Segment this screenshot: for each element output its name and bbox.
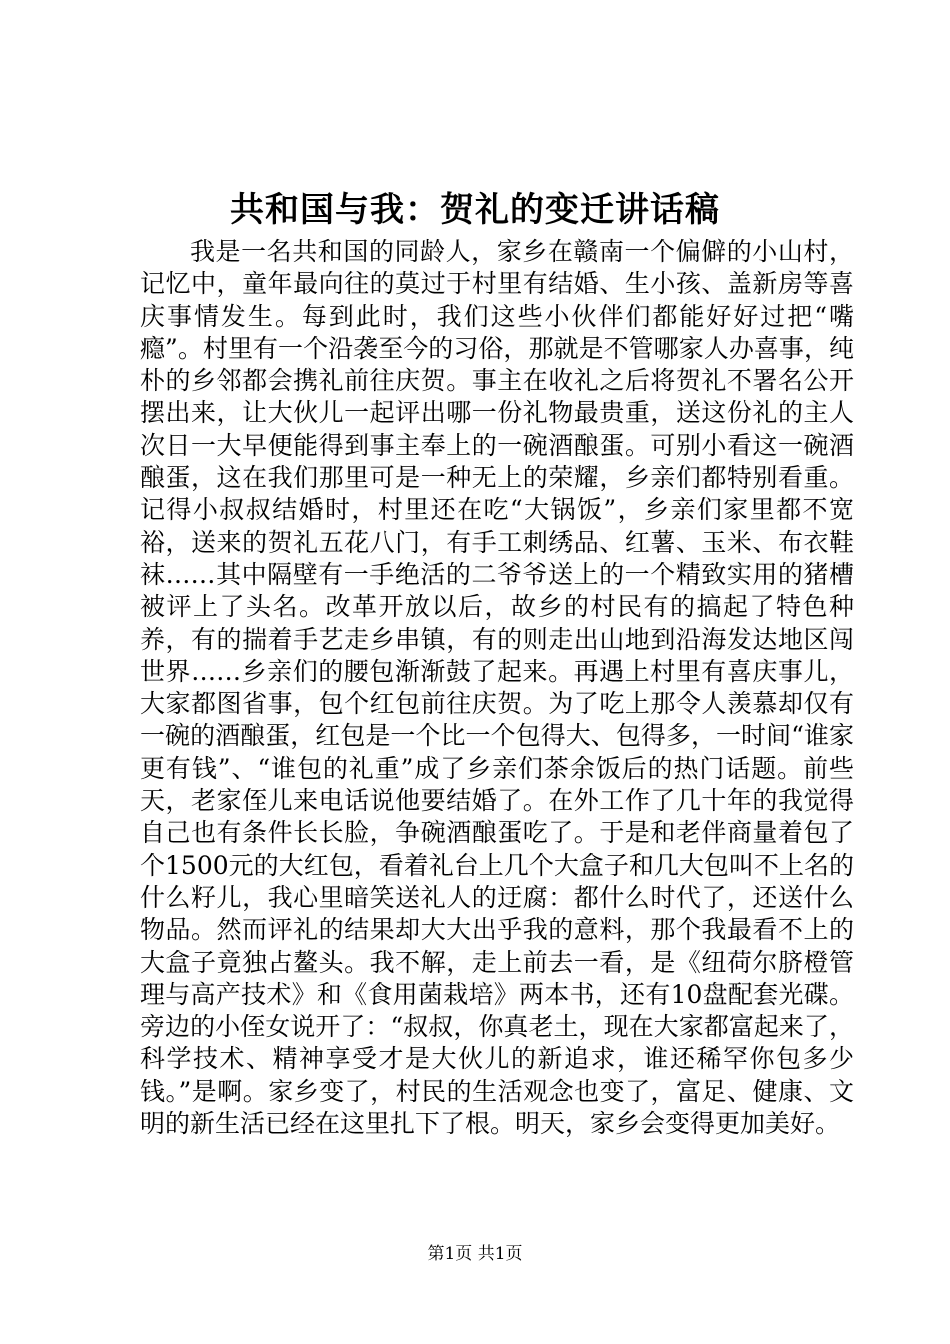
page-number-footer: 第1页 共1页 xyxy=(427,1244,523,1264)
document-title: 共和国与我：贺礼的变迁讲话稿 xyxy=(230,190,720,230)
body-paragraph: 我是一名共和国的同龄人，家乡在赣南一个偏僻的小山村，记忆中，童年最向往的莫过于村里有结婚、生小孩、盖新房等喜庆事情发生。每到此时，我们这些小伙伴们都能好好过把“嘴瘾”。村里有一个沿袭至今的习俗，那就是不管哪家人办喜事，纯朴的乡邻都会携礼前往庆贺。事主在收礼之后将贺礼不署名公开摆出来，让大伙儿一起评出哪一份礼物最贵重，送这份礼的主人次日一大早便能得到事主奉上的一碗酒酿蛋。可别小看这一碗酒酿蛋，这在我们那里可是一种无上的荣耀，乡亲们都特别看重。记得小叔叔结婚时，村里还在吃“大锅饭”，乡亲们家里都不宽裕，送来的贺礼五花八门，有手工刺绣品、红薯、玉米、布衣鞋袜……其中隔壁有一手绝活的二爷爷送上的一个精致实用的猪槽被评上了头名。改革开放以后，故乡的村民有的搞起了特色种养，有的揣着手艺走乡串镇，有的则走出山地到沿海发达地区闯世界……乡亲们的腰包渐渐鼓了起来。再遇上村里有喜庆事儿，大家都图省事，包个红包前往庆贺。为了吃上那令人羡慕却仅有一碗的酒酿蛋，红包是一个比一个包得大、包得多，一时间“谁家更有钱”、“谁包的礼重”成了乡亲们茶余饭后的热门话题。前些天，老家侄儿来电话说他要结婚了。在外工作了几十年的我觉得自己也有条件长长脸，争碗酒酿蛋吃了。于是和老伴商量着包了个1500元的大红包，看着礼台上几个大盒子和几大包叫不上名的什么籽儿，我心里暗笑送礼人的迂腐：都什么时代了，还送什么物品。然而评礼的结果却大大出乎我的意料，那个我最看不上的大盒子竟独占鳌头。我不解，走上前去一看，是《纽荷尔脐橙管理与高产技术》和《食用菌栽培》两本书，还有10盘配套光碟。旁边的小侄女说开了：“叔叔，你真老土，现在大家都富起来了，科学技术、精神享受才是大伙儿的新追求，谁还稀罕你包多少钱。”是啊。家乡变了，村民的生活观念也变了，富足、健康、文明的新生活已经在这里扎下了根。明天，家乡会变得更加美好。 xyxy=(140,237,854,1139)
